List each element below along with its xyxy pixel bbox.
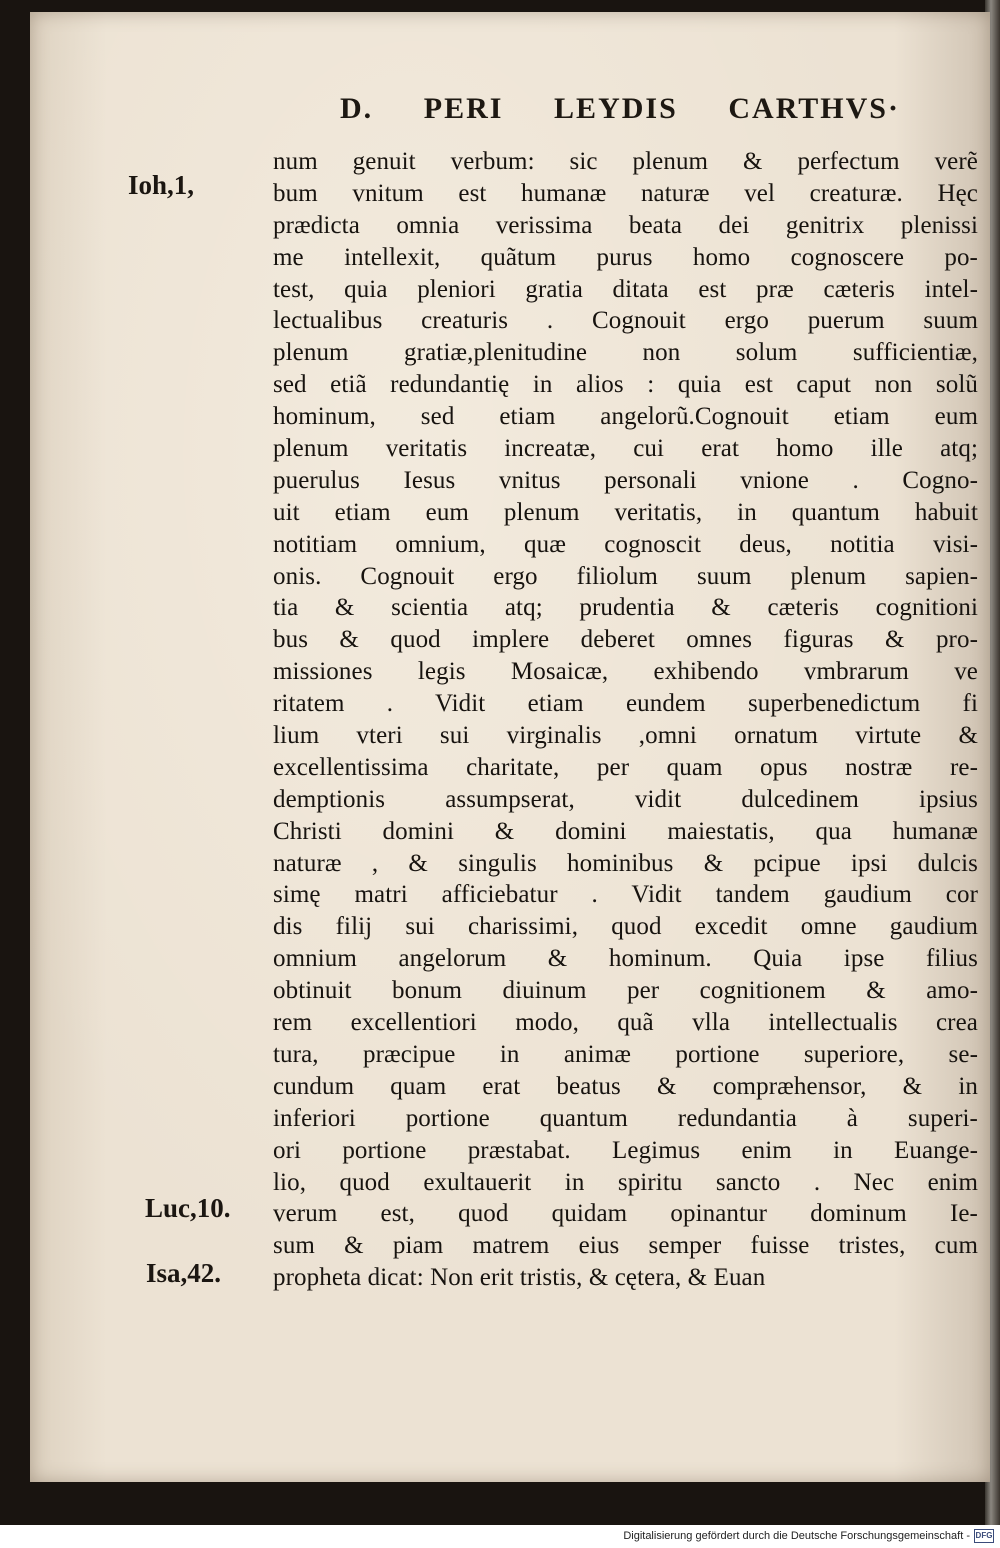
body-text — [273, 146, 978, 1294]
text-line: prædicta omnia verissima beata dei genitrix plenissi — [273, 211, 978, 239]
text-line: plenum gratiæ,plenitudine non solum sufficientiæ, — [273, 339, 978, 367]
text-line: me intellexit, quãtum purus homo cognoscere po- — [273, 243, 978, 271]
text-line: missiones legis Mosaicæ, exhibendo vmbrarum ve — [273, 658, 978, 686]
running-head-word-2: LEYDIS — [554, 92, 678, 125]
text-line: lectualibus creaturis . Cognouit ergo puerum suum — [273, 307, 978, 335]
text-line: simę matri afficiebatur . Vidit tandem gaudium cor — [273, 881, 978, 909]
text-line: excellentissima charitate, per quam opus nostræ re- — [273, 753, 978, 781]
marginal-note-luc: Luc,10. — [145, 1193, 231, 1223]
text-line: ori portione præstabat. Legimus enim in Euange- — [273, 1136, 978, 1164]
text-line: hominum, sed etiam angelorũ.Cognouit etiam eum — [273, 403, 978, 431]
running-head-initial: D. — [340, 92, 374, 125]
text-line: obtinuit bonum diuinum per cognitionem & amo- — [273, 977, 978, 1005]
text-line: propheta dicat: Non erit tristis, & cętera, & Euan — [273, 1264, 766, 1292]
text-line: bum vnitum est humanæ naturæ vel creaturæ. Hęc — [273, 179, 978, 207]
text-line: sum & piam matrem eius semper fuisse tristes, cum — [273, 1232, 978, 1260]
running-head-word-1: PERI — [423, 92, 504, 125]
text-line: dis filij sui charissimi, quod excedit omne gaudium — [273, 913, 978, 941]
text-line: sed etiã redundantię in alios : quia est caput non solũ — [273, 371, 978, 399]
text-line: notitiam omnium, quæ cognoscit deus, notitia visi- — [273, 530, 978, 558]
running-head-word-3: CARTHVS· — [728, 92, 900, 125]
dfg-logo-icon: DFG — [974, 1529, 994, 1543]
text-line: naturæ , & singulis hominibus & pcipue ipsi dulcis — [273, 849, 978, 877]
text-line: lio, quod exultauerit in spiritu sancto . Nec enim — [273, 1168, 978, 1196]
text-line: inferiori portione quantum redundantia à superi- — [273, 1104, 978, 1132]
text-line: uit etiam eum plenum veritatis, in quantum habuit — [273, 498, 978, 526]
running-head — [340, 92, 900, 126]
text-line: tura, præcipue in animæ portione superiore, se- — [273, 1040, 978, 1068]
text-line: Christi domini & domini maiestatis, qua humanæ — [273, 817, 978, 845]
text-line: onis. Cognouit ergo filiolum suum plenum sapien- — [273, 562, 978, 590]
text-line: plenum veritatis increatæ, cui erat homo ille atq; — [273, 435, 978, 463]
text-line: lium vteri sui virginalis ,omni ornatum virtute & — [273, 722, 978, 750]
text-line: ritatem . Vidit etiam eundem superbenedictum fi — [273, 690, 978, 718]
text-line: bus & quod implere deberet omnes figuras & pro- — [273, 626, 978, 654]
text-line: rem excellentiori modo, quã vlla intellectualis crea — [273, 1009, 978, 1037]
text-line: num genuit verbum: sic plenum & perfectum verẽ — [273, 148, 978, 175]
text-line: omnium angelorum & hominum. Quia ipse filius — [273, 945, 978, 973]
text-line: demptionis assumpserat, vidit dulcedinem ipsius — [273, 785, 978, 813]
text-line: verum est, quod quidam opinantur dominum Ie- — [273, 1200, 978, 1228]
marginal-note-isa: Isa,42. — [146, 1258, 222, 1288]
text-line: puerulus Iesus vnitus personali vnione . Cogno- — [273, 466, 978, 494]
text-line: test, quia pleniori gratia ditata est præ cæteris intel- — [273, 275, 978, 303]
marginal-note-ioh: Ioh,1, — [128, 170, 195, 200]
funding-credit: Digitalisierung gefördert durch die Deutsche Forschungsgemeinschaft - — [623, 1530, 970, 1542]
text-line: cundum quam erat beatus & compræhensor, & in — [273, 1072, 978, 1100]
text-line: tia & scientia atq; prudentia & cæteris cognitioni — [273, 594, 978, 622]
